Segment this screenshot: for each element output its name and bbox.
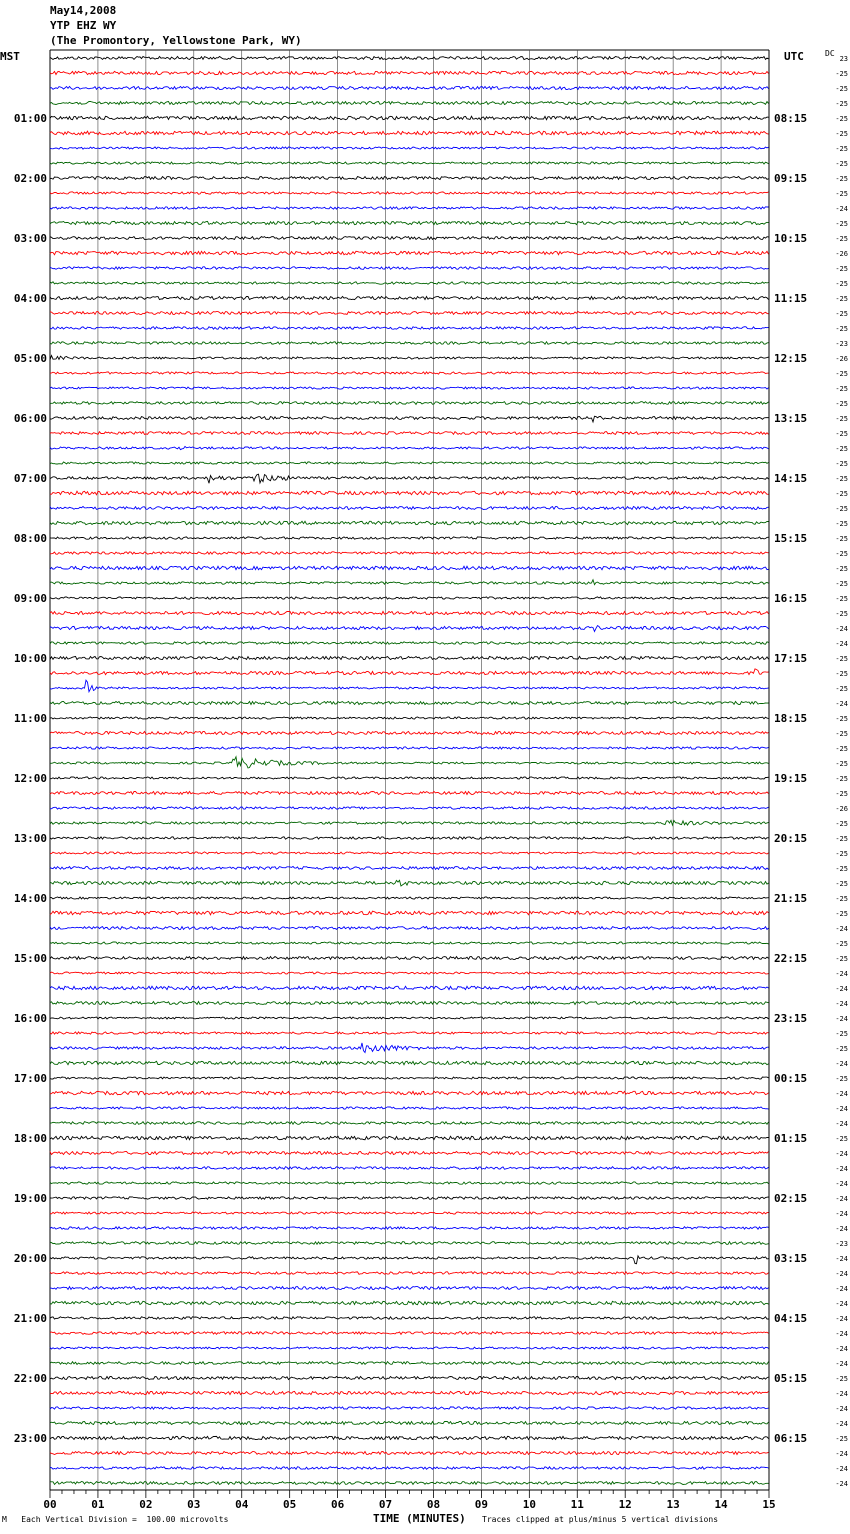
left-hour-label: 15:00 (13, 952, 47, 965)
scale-text: Each Vertical Division = 100.00 microvolts (21, 1515, 229, 1524)
trace-row (50, 552, 769, 554)
dc-offset-value: -25 (835, 280, 848, 288)
trace-row (50, 1301, 769, 1304)
dc-offset-value: -24 (835, 1255, 848, 1263)
left-hour-label: 22:00 (13, 1372, 47, 1385)
trace-row (50, 1482, 769, 1485)
left-hour-label: 05:00 (13, 352, 47, 365)
x-tick-label: 12 (618, 1498, 632, 1511)
x-tick-label: 07 (378, 1498, 393, 1511)
right-hour-label: 04:15 (774, 1312, 808, 1325)
dc-offset-value: -25 (835, 325, 848, 333)
left-hour-label: 10:00 (13, 652, 47, 665)
station-location: (The Promontory, Yellowstone Park, WY) (50, 34, 302, 47)
trace-row (50, 1043, 769, 1053)
scale-mark: M (2, 1515, 7, 1524)
trace-row (50, 507, 769, 510)
trace-row (50, 957, 769, 960)
dc-offset-value: -24 (835, 1090, 848, 1098)
dc-offset-value: -24 (835, 1360, 848, 1368)
trace-row (50, 927, 769, 930)
left-hour-label: 20:00 (13, 1252, 47, 1265)
trace-row (50, 372, 769, 374)
dc-offset-value: -24 (835, 985, 848, 993)
dc-offset-value: -24 (835, 1000, 848, 1008)
trace-row (50, 387, 769, 389)
trace-row (50, 626, 769, 632)
x-tick-label: 00 (43, 1498, 57, 1511)
trace-row (50, 852, 769, 854)
trace-row (50, 777, 769, 779)
trace-row (50, 1017, 769, 1019)
dc-offset-value: -24 (835, 1105, 848, 1113)
trace-row (50, 1136, 769, 1139)
trace-row (50, 71, 769, 74)
trace-row (50, 1452, 769, 1455)
dc-offset-value: -25 (835, 190, 848, 198)
dc-offset-value: -25 (835, 1435, 848, 1443)
trace-row (50, 1167, 769, 1170)
dc-offset-value: -25 (835, 1075, 848, 1083)
x-tick-label: 11 (570, 1498, 584, 1511)
trace-row (50, 1272, 769, 1275)
dc-offset-value: -24 (835, 1390, 848, 1398)
dc-offset-value: -25 (835, 535, 848, 543)
left-hour-label: 14:00 (13, 892, 47, 905)
trace-row (50, 717, 769, 719)
trace-row (50, 342, 769, 345)
dc-offset-value: -25 (835, 790, 848, 798)
trace-row (50, 1061, 769, 1064)
dc-offset-value: -24 (835, 1480, 848, 1488)
trace-row (50, 702, 769, 705)
dc-offset-value: -24 (835, 1225, 848, 1233)
dc-offset-value: -25 (835, 370, 848, 378)
trace-row (50, 792, 769, 795)
trace-row (50, 1422, 769, 1425)
dc-offset-value: -25 (835, 610, 848, 618)
dc-offset-value: -25 (835, 760, 848, 768)
dc-offset-value: -24 (835, 970, 848, 978)
dc-offset-value: -26 (835, 250, 848, 258)
left-hour-label: 08:00 (13, 532, 47, 545)
dc-offset-value: -25 (835, 520, 848, 528)
trace-row (50, 1152, 769, 1155)
trace-row (50, 731, 769, 734)
dc-offset-value: -25 (835, 115, 848, 123)
dc-offset-value: -25 (835, 880, 848, 888)
right-hour-label: 12:15 (774, 352, 808, 365)
right-hour-label: 22:15 (774, 952, 808, 965)
right-hour-label: 00:15 (774, 1072, 808, 1085)
right-hour-label: 05:15 (774, 1372, 808, 1385)
x-tick-label: 06 (330, 1498, 345, 1511)
dc-offset-value: -25 (835, 430, 848, 438)
dc-offset-value: -25 (835, 265, 848, 273)
trace-row (50, 312, 769, 315)
trace-row (50, 462, 769, 464)
trace-row (50, 87, 769, 90)
dc-offset-value: -23 (835, 1240, 848, 1248)
left-hour-label: 19:00 (13, 1192, 47, 1205)
dc-offset-value: -24 (835, 1405, 848, 1413)
dc-offset-value: -24 (835, 625, 848, 633)
dc-offset-value: -25 (835, 400, 848, 408)
dc-offset-value: -24 (835, 1120, 848, 1128)
trace-row (50, 669, 769, 675)
trace-row (50, 1256, 769, 1264)
dc-offset-value: -25 (835, 565, 848, 573)
trace-row (50, 402, 769, 405)
dc-offset-value: -25 (835, 850, 848, 858)
station-code: YTP EHZ WY (50, 19, 117, 32)
right-hour-label: 03:15 (774, 1252, 808, 1265)
trace-row (50, 1332, 769, 1335)
x-tick-label: 15 (762, 1498, 776, 1511)
trace-row (50, 131, 769, 135)
dc-offset-value: -24 (835, 1060, 848, 1068)
trace-row (50, 1122, 769, 1125)
dc-offset-value: -24 (835, 640, 848, 648)
right-hour-label: 14:15 (774, 472, 808, 485)
right-hour-label: 20:15 (774, 832, 808, 845)
trace-row (50, 757, 769, 768)
clip-note: Traces clipped at plus/minus 5 vertical divisions (482, 1515, 719, 1524)
right-hour-label: 06:15 (774, 1432, 808, 1445)
left-hour-label: 21:00 (13, 1312, 47, 1325)
scale-note (2, 1515, 228, 1524)
trace-row (50, 251, 769, 254)
dc-offset-value: -26 (835, 805, 848, 813)
trace-row (50, 880, 769, 886)
trace-row (50, 1467, 769, 1469)
x-axis-title: TIME (MINUTES) (373, 1512, 466, 1525)
x-tick-label: 01 (91, 1498, 105, 1511)
trace-row (50, 656, 769, 659)
dc-offset-value: -25 (835, 820, 848, 828)
x-tick-label: 10 (522, 1498, 536, 1511)
dc-offset-value: -25 (835, 955, 848, 963)
trace-row (50, 57, 769, 60)
right-hour-label: 08:15 (774, 112, 808, 125)
dc-offset-value: -24 (835, 1165, 848, 1173)
dc-offset-value: -25 (835, 1030, 848, 1038)
x-tick-label: 02 (139, 1498, 153, 1511)
dc-offset-value: -25 (835, 460, 848, 468)
left-hour-label: 04:00 (13, 292, 47, 305)
right-hour-label: 01:15 (774, 1132, 808, 1145)
trace-row (50, 807, 769, 809)
left-hour-label: 13:00 (13, 832, 47, 845)
left-hour-label: 01:00 (13, 112, 47, 125)
trace-row (50, 416, 769, 422)
dc-offset-value: -24 (835, 1015, 848, 1023)
trace-row (50, 147, 769, 149)
dc-offset-value: -25 (835, 895, 848, 903)
dc-offset-value: -25 (835, 70, 848, 78)
trace-row (50, 986, 769, 990)
dc-offset-value: -25 (835, 235, 848, 243)
x-tick-label: 05 (283, 1498, 297, 1511)
x-tick-label: 04 (235, 1498, 249, 1511)
right-hour-label: 11:15 (774, 292, 808, 305)
dc-offset-value: -24 (835, 1420, 848, 1428)
trace-row (50, 1287, 769, 1290)
dc-offset-value: -23 (835, 340, 848, 348)
dc-offset-value: -24 (835, 1315, 848, 1323)
dc-offset-value: -25 (835, 670, 848, 678)
left-hour-label: 09:00 (13, 592, 47, 605)
trace-row (50, 597, 769, 599)
trace-row (50, 432, 769, 435)
dc-offset-value: -25 (835, 85, 848, 93)
dc-offset-value: -25 (835, 130, 848, 138)
right-hour-label: 23:15 (774, 1012, 808, 1025)
dc-offset-value: -25 (835, 100, 848, 108)
dc-offset-value: -24 (835, 1345, 848, 1353)
trace-row (50, 942, 769, 944)
dc-offset-value: -24 (835, 1450, 848, 1458)
left-timezone-label: MST (0, 50, 20, 63)
trace-row (50, 1032, 769, 1034)
trace-row (50, 1091, 769, 1094)
dc-offset-value: -25 (835, 655, 848, 663)
trace-row (50, 446, 769, 449)
dc-offset-value: -25 (835, 220, 848, 228)
trace-row (50, 972, 769, 974)
dc-offset-value: -25 (835, 595, 848, 603)
trace-row (50, 177, 769, 180)
x-tick-label: 03 (187, 1498, 201, 1511)
trace-row (50, 474, 769, 483)
dc-offset-value: -24 (835, 1330, 848, 1338)
right-timezone-label: UTC (784, 50, 804, 63)
right-hour-label: 16:15 (774, 592, 808, 605)
trace-row (50, 1077, 769, 1079)
trace-row (50, 1317, 769, 1319)
dc-offset-value: -25 (835, 1135, 848, 1143)
trace-row (50, 102, 769, 105)
left-hour-label: 11:00 (13, 712, 47, 725)
trace-row (50, 747, 769, 749)
left-hour-label: 16:00 (13, 1012, 47, 1025)
trace-row (50, 897, 769, 899)
trace-row (50, 537, 769, 539)
trace-row (50, 162, 769, 164)
trace-row (50, 282, 769, 284)
trace-row (50, 1391, 769, 1394)
left-hour-label: 02:00 (13, 172, 47, 185)
trace-row (50, 1347, 769, 1349)
dc-offset-value: -25 (835, 730, 848, 738)
trace-row (50, 296, 769, 299)
dc-offset-value: -24 (835, 700, 848, 708)
dc-offset-value: -25 (835, 145, 848, 153)
dc-offset-value: -25 (835, 940, 848, 948)
x-tick-label: 14 (714, 1498, 728, 1511)
left-hour-label: 17:00 (13, 1072, 47, 1085)
trace-row (50, 521, 769, 524)
trace-row (50, 267, 769, 270)
right-hour-label: 17:15 (774, 652, 808, 665)
dc-offset-value: -24 (835, 1300, 848, 1308)
trace-row (50, 1242, 769, 1245)
trace-row (50, 580, 769, 585)
trace-row (50, 1212, 769, 1214)
dc-offset-value: -24 (835, 1465, 848, 1473)
trace-row (50, 491, 769, 495)
trace-row (50, 221, 769, 224)
right-hour-label: 19:15 (774, 772, 808, 785)
left-hour-label: 12:00 (13, 772, 47, 785)
left-hour-label: 23:00 (13, 1432, 47, 1445)
dc-offset-value: -25 (835, 1375, 848, 1383)
trace-row (50, 566, 769, 570)
dc-offset-value: -25 (835, 910, 848, 918)
trace-row (50, 1362, 769, 1365)
dc-offset-value: -25 (835, 550, 848, 558)
trace-row (50, 1227, 769, 1230)
trace-row (50, 837, 769, 839)
trace-row (50, 1002, 769, 1005)
trace-row (50, 1436, 769, 1439)
dc-offset-value: -25 (835, 415, 848, 423)
trace-row (50, 356, 769, 360)
trace-row (50, 867, 769, 870)
dc-offset-value: -24 (835, 1210, 848, 1218)
left-hour-label: 06:00 (13, 412, 47, 425)
dc-offset-value: -25 (835, 745, 848, 753)
dc-offset-value: -25 (835, 175, 848, 183)
right-hour-label: 13:15 (774, 412, 808, 425)
dc-offset-value: -24 (835, 1180, 848, 1188)
right-hour-label: 21:15 (774, 892, 808, 905)
left-hour-label: 18:00 (13, 1132, 47, 1145)
dc-offset-value: 23 (839, 55, 848, 63)
dc-offset-value: -25 (835, 580, 848, 588)
dc-offset-value: -24 (835, 1150, 848, 1158)
dc-offset-value: -25 (835, 475, 848, 483)
dc-offset-value: -25 (835, 505, 848, 513)
trace-row (50, 820, 769, 825)
dc-offset-value: -25 (835, 1045, 848, 1053)
dc-label: DC (825, 49, 835, 58)
trace-row (50, 1107, 769, 1109)
trace-row (50, 1182, 769, 1184)
trace-row (50, 237, 769, 240)
dc-offset-value: -25 (835, 685, 848, 693)
dc-offset-value: -25 (835, 160, 848, 168)
dc-offset-value: -25 (835, 385, 848, 393)
trace-row (50, 1377, 769, 1380)
trace-row (50, 192, 769, 194)
right-hour-label: 02:15 (774, 1192, 808, 1205)
right-hour-label: 15:15 (774, 532, 808, 545)
dc-offset-value: -24 (835, 1195, 848, 1203)
trace-row (50, 611, 769, 614)
left-hour-label: 07:00 (13, 472, 47, 485)
record-date: May14,2008 (50, 4, 117, 17)
x-tick-label: 13 (666, 1498, 680, 1511)
dc-offset-value: -26 (835, 355, 848, 363)
dc-offset-value: -24 (835, 205, 848, 213)
right-hour-label: 09:15 (774, 172, 808, 185)
trace-row (50, 1407, 769, 1409)
trace-row (50, 680, 769, 692)
dc-offset-value: -25 (835, 295, 848, 303)
dc-offset-value: -25 (835, 490, 848, 498)
dc-offset-value: -25 (835, 865, 848, 873)
dc-offset-value: -24 (835, 925, 848, 933)
dc-offset-value: -25 (835, 835, 848, 843)
x-tick-label: 08 (426, 1498, 441, 1511)
dc-offset-value: -24 (835, 1285, 848, 1293)
right-hour-label: 10:15 (774, 232, 808, 245)
left-hour-label: 03:00 (13, 232, 47, 245)
trace-row (50, 911, 769, 915)
dc-offset-value: -24 (835, 1270, 848, 1278)
trace-row (50, 207, 769, 209)
dc-offset-value: -25 (835, 310, 848, 318)
trace-row (50, 327, 769, 330)
dc-offset-value: -25 (835, 715, 848, 723)
right-hour-label: 18:15 (774, 712, 808, 725)
trace-row (50, 116, 769, 119)
dc-offset-value: -25 (835, 775, 848, 783)
x-tick-label: 09 (474, 1498, 489, 1511)
trace-row (50, 1197, 769, 1199)
dc-offset-value: -25 (835, 445, 848, 453)
trace-row (50, 642, 769, 644)
